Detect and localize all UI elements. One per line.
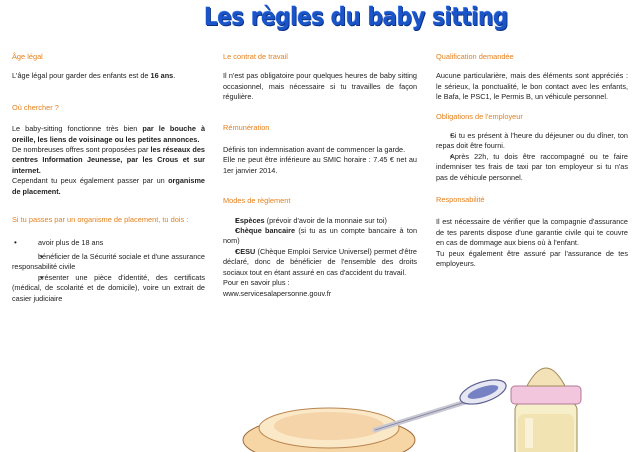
contract-paragraph: Il n'est pas obligatoire pour quelques heures de baby sitting occasionnel, mais nécessaire si tu travailles de façon régulière. [223,71,417,102]
payment-desc: (si tu as un compte bancaire à ton nom) [223,226,417,246]
age-text: L'âge légal pour garder des enfants est de [12,71,151,81]
agency-list [12,238,205,303]
payment-method: Espèces [235,215,265,225]
column-right [436,52,628,270]
section-heading-age: Âge légal [12,52,43,61]
page-title: Les règles du baby sitting [204,2,508,31]
section-heading-liability: Responsabilité [436,195,485,205]
bowl-icon [243,408,415,452]
list-item: • avoir plus de 18 ans [12,238,205,248]
pay-paragraph-1: Définis ton indemnisation avant de commencer la garde. [223,145,406,155]
payment-list [223,216,417,278]
bottle-icon [511,368,581,452]
list-item: • bénéficier de la Sécurité sociale et d'une assurance responsabilité civile [12,252,205,273]
payment-desc: (prévoir d'avoir de la monnaie sur toi) [264,215,387,225]
column-left [12,52,205,304]
where-paragraph-3 [12,176,205,197]
list-item [223,226,417,247]
age-value: 16 ans [150,71,174,81]
payment-method: CESU [235,246,256,256]
section-heading-agency: Si tu passes par un organisme de placement, tu dois : [12,215,189,225]
liability-paragraph-1: Il est nécessaire de vérifier que la compagnie d'assurance de tes parents dispose d'une garantie civile qui te couvre en cas de dommage aux biens où à l'enfant. [436,217,628,248]
list-item [223,216,417,226]
list-item: • Si tu es présent à l'heure du déjeuner ou du dîner, ton repas doit être fourni. [436,131,628,152]
website-link[interactable]: www.servicesalapersonne.gouv.fr [223,288,332,298]
payment-method: Chèque bancaire [235,226,296,236]
where-bold-2: les réseaux des centres Information Jeunesse, par les Crous et sur internet. [12,145,205,175]
where-paragraph-2 [12,145,205,176]
list-item: • Après 22h, tu dois être raccompagné ou te faire indemniser tes frais de taxi par ton employeur si tu n'as pas de véhicule personnel. [436,152,628,183]
where-text-3: Cependant tu peux également passer par un [12,176,169,186]
section-heading-employer: Obligations de l'employeur [436,111,523,121]
spoon-icon [375,375,509,430]
more-info-label: Pour en savoir plus : [223,278,290,288]
where-bold-1: par le bouche à oreille, les liens de voisinage ou les petites annonces. [12,124,206,144]
age-text-end: . [173,71,176,81]
age-paragraph [12,71,205,81]
list-item [223,247,417,278]
where-paragraph-1 [12,124,205,145]
baby-bottle-and-bowl-illustration [225,356,625,452]
section-heading-contract: Le contrat de travail [223,52,288,61]
liability-paragraph-2: Tu peux également être assuré par l'assurance de tes employeurs. [436,248,628,269]
column-middle [223,52,417,299]
pay-paragraph-2: Elle ne peut être inférieure au SMIC horaire : 7.45 € net au 1er janvier 2014. [223,155,417,175]
list-item: • présenter une pièce d'identité, des certificats (médical, de scolarité et de domicile), voire un extrait de casier judiciaire [12,273,205,304]
section-heading-pay: Rémunération [223,122,270,132]
qualification-paragraph: Aucune particularière, mais des éléments sont appréciés : le sérieux, la ponctualité, le bon contact avec les enfants, le Bafa, le PSC1, le Permis B, un véhicule personnel. [436,71,628,102]
section-heading-where: Où chercher ? [12,102,59,112]
where-bold-3: organisme de placement. [12,176,205,196]
section-heading-payment: Modes de règlement [223,196,291,206]
where-text-1: Le baby-sitting fonctionne très bien [12,124,143,134]
section-heading-qualification: Qualification demandée [436,52,514,61]
payment-desc: (Chèque Emploi Service Universel) permet d'être déclaré, donc de bénéficier de l'ensemble des droits sociaux tout en étant assuré en cas d'accident du travail. [223,246,417,277]
employer-list [436,131,628,183]
where-text-2: De nombreuses offres sont proposées par [12,145,151,155]
